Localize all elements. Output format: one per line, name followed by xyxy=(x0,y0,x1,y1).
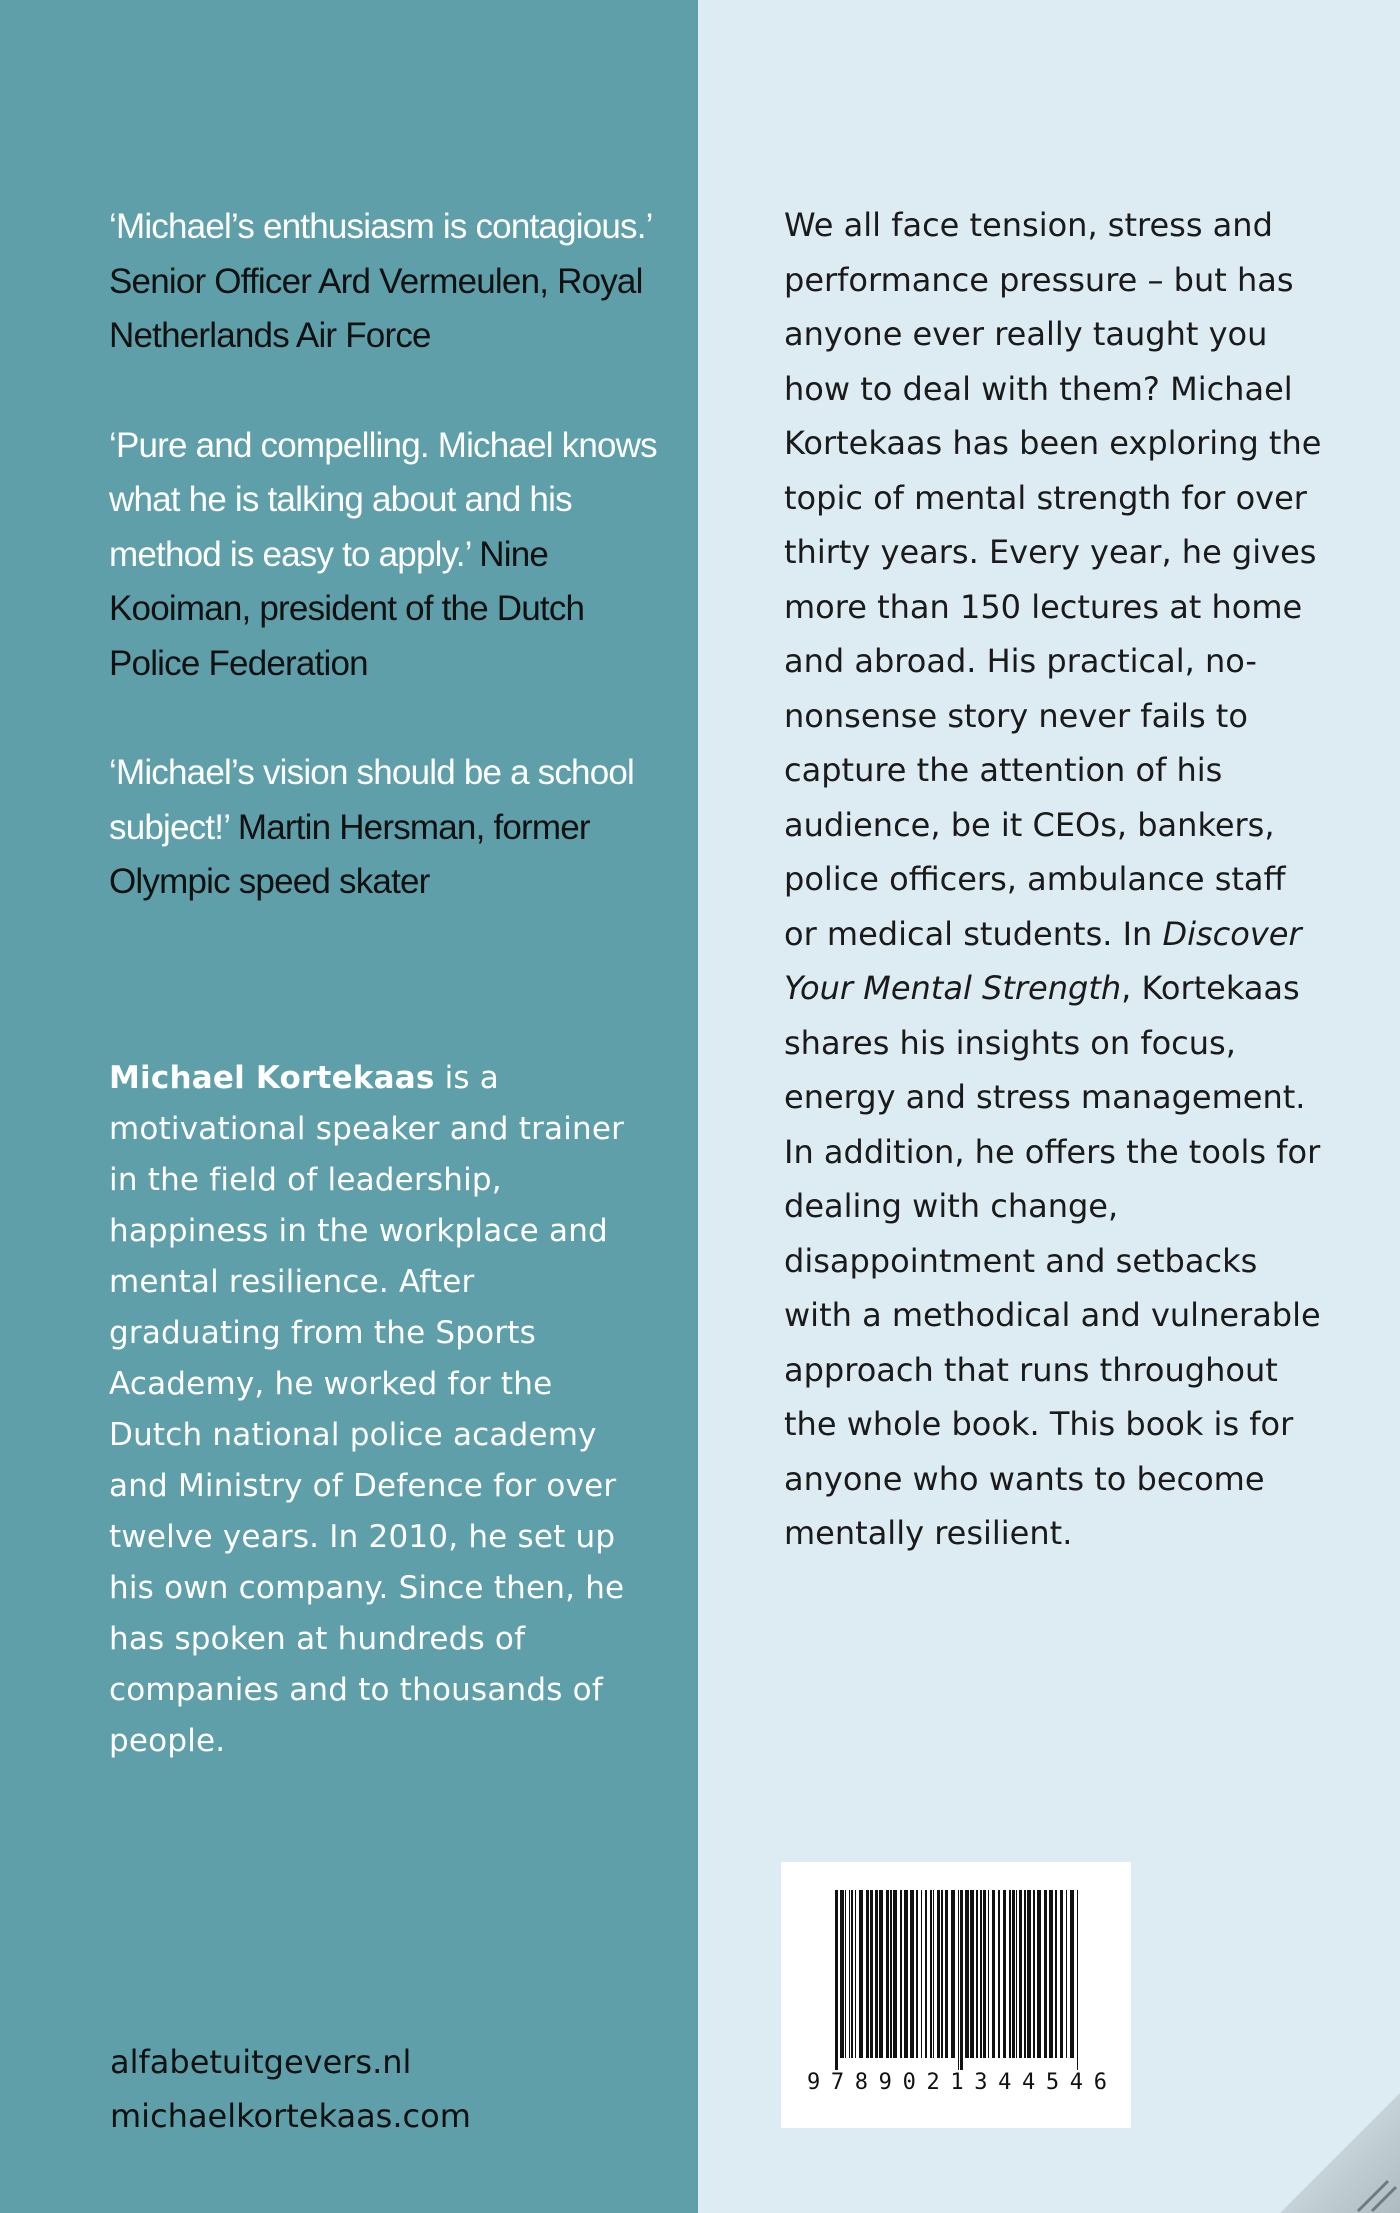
barcode-bar xyxy=(945,1890,948,2058)
barcode-bar xyxy=(870,1890,873,2058)
barcode-digit: 5 xyxy=(1045,2070,1060,2095)
left-panel xyxy=(0,0,698,2213)
barcode-bar xyxy=(965,1890,969,2058)
barcode-number xyxy=(807,2070,1107,2095)
barcode-bar xyxy=(855,1890,856,2058)
endorsement-quote xyxy=(109,419,669,692)
book-description xyxy=(784,198,1324,1561)
author-website-link[interactable]: michaelkortekaas.com xyxy=(110,2097,471,2135)
author-name: Michael Kortekaas xyxy=(109,1060,435,1096)
barcode-bar xyxy=(1027,1890,1031,2058)
barcode-bar xyxy=(866,1890,869,2058)
barcode-bar xyxy=(921,1890,922,2058)
barcode-bar xyxy=(1077,1890,1078,2070)
barcode-digit: 3 xyxy=(974,2070,988,2095)
barcode-bar xyxy=(1033,1890,1035,2058)
barcode-bar xyxy=(875,1890,878,2058)
barcode-bar xyxy=(886,1890,889,2058)
author-bio-text: is a motivational speaker and trainer in the field of leadership, happiness in the workplace and mental resilience. After graduating from the Sports Academy, he worked for the Dutch national police academy and Ministry of Defence for over twelve years. In 2010, he set up his own company. Since then, he has spoken at hundreds of companies and to thousands of people. xyxy=(109,1060,625,1759)
barcode-bar xyxy=(1055,1890,1057,2058)
barcode-bar xyxy=(910,1890,914,2058)
barcode-bar xyxy=(998,1890,1000,2058)
barcode-bar xyxy=(851,1890,853,2058)
barcode-bar xyxy=(925,1890,927,2058)
barcode-bars xyxy=(807,1890,1107,2070)
quote-text: ‘Pure and compelling. Michael knows what he is talking about and his method is easy to apply.’ xyxy=(109,425,657,574)
barcode-bar xyxy=(1044,1890,1047,2058)
endorsement-quote xyxy=(109,746,669,910)
quote-attribution: Senior Officer Ard Vermeulen, Royal Netherlands Air Force xyxy=(109,261,643,355)
barcode-bar xyxy=(893,1890,897,2058)
endorsements xyxy=(109,200,669,965)
barcode-bar xyxy=(1060,1890,1063,2058)
barcode-bar xyxy=(840,1890,844,2058)
barcode-digit: 4 xyxy=(1069,2070,1084,2095)
description-text-part1: We all face tension, stress and performance pressure – but has anyone ever really taught you how to deal with them? Michael Kortekaas has been exploring the topic of mental strength for over thirty years. Every year, he gives more than 150 lectures at home and abroad. His practical, no-nonsense story never fails to capture the attention of his audience, be it CEOs, bankers, police officers, ambulance staff or medical students. In xyxy=(784,206,1322,953)
barcode-bar xyxy=(1070,1890,1074,2058)
description-text-part2: , Kortekaas shares his insights on focus, energy and stress management. In addition, he offers the tools for dealing with change, disappointment and setbacks with a methodical and vulnerable approach that runs throughout the whole book. This book is for anyone who wants to become mentally resilient. xyxy=(784,969,1321,1552)
barcode-bar xyxy=(941,1890,943,2058)
publisher-website-link[interactable]: alfabetuitgevers.nl xyxy=(110,2043,412,2081)
barcode-bar xyxy=(879,1890,883,2058)
barcode-bar xyxy=(970,1890,974,2058)
endorsement-quote xyxy=(109,200,669,364)
barcode-bar xyxy=(988,1890,989,2058)
barcode-bar xyxy=(933,1890,934,2058)
barcode-bar xyxy=(980,1890,982,2058)
quote-text: ‘Michael’s vision should be a school subject!’ xyxy=(109,753,635,847)
barcode-digit: 9 xyxy=(807,2070,821,2095)
barcode-digit: 7 xyxy=(830,2070,845,2095)
barcode-bar xyxy=(1019,1890,1022,2058)
quote-text: ‘Michael’s enthusiasm is contagious.’ xyxy=(109,207,652,246)
barcode-digit: 4 xyxy=(1022,2070,1036,2095)
barcode-bar xyxy=(992,1890,995,2058)
barcode-bar xyxy=(958,1890,959,2070)
quote-attribution: Nine Kooiman, president of the Dutch Police Federation xyxy=(109,534,585,683)
barcode-bar xyxy=(976,1890,978,2058)
barcode-bar xyxy=(904,1890,908,2058)
barcode-bar xyxy=(1049,1890,1053,2058)
barcode-bar xyxy=(1016,1890,1017,2058)
barcode-bar xyxy=(835,1890,838,2070)
barcode-bar xyxy=(937,1890,940,2058)
barcode-bar xyxy=(1024,1890,1026,2058)
website-links xyxy=(110,2035,471,2143)
barcode-bar xyxy=(1003,1890,1006,2058)
barcode-digit: 4 xyxy=(998,2070,1012,2095)
barcode-bar xyxy=(890,1890,892,2058)
barcode-bar xyxy=(1009,1890,1011,2058)
barcode-bar xyxy=(1012,1890,1015,2058)
barcode-bar xyxy=(845,1890,846,2058)
barcode-digit: 0 xyxy=(902,2070,916,2095)
barcode-digit: 8 xyxy=(854,2070,869,2095)
barcode-bar xyxy=(900,1890,902,2058)
quote-attribution: Martin Hersman, former Olympic speed skater xyxy=(109,807,590,901)
book-title: Discover Your Mental Strength xyxy=(784,914,1302,1007)
barcode-bar xyxy=(1066,1890,1067,2058)
barcode-digit: 2 xyxy=(926,2070,940,2095)
barcode-bar xyxy=(916,1890,918,2058)
barcode-bar xyxy=(1037,1890,1041,2058)
barcode-bar xyxy=(983,1890,986,2058)
barcode-digit: 6 xyxy=(1093,2070,1107,2095)
barcode-digit: 1 xyxy=(950,2070,964,2095)
barcode-bar xyxy=(849,1890,850,2058)
barcode-bar xyxy=(930,1890,932,2058)
barcode-digit: 9 xyxy=(878,2070,892,2095)
barcode-bar xyxy=(951,1890,955,2058)
isbn-barcode xyxy=(781,1862,1131,2128)
page-curl-icon xyxy=(1280,2093,1400,2213)
author-bio xyxy=(109,1053,629,1767)
barcode-bar xyxy=(859,1890,863,2058)
barcode-bar xyxy=(960,1890,963,2070)
